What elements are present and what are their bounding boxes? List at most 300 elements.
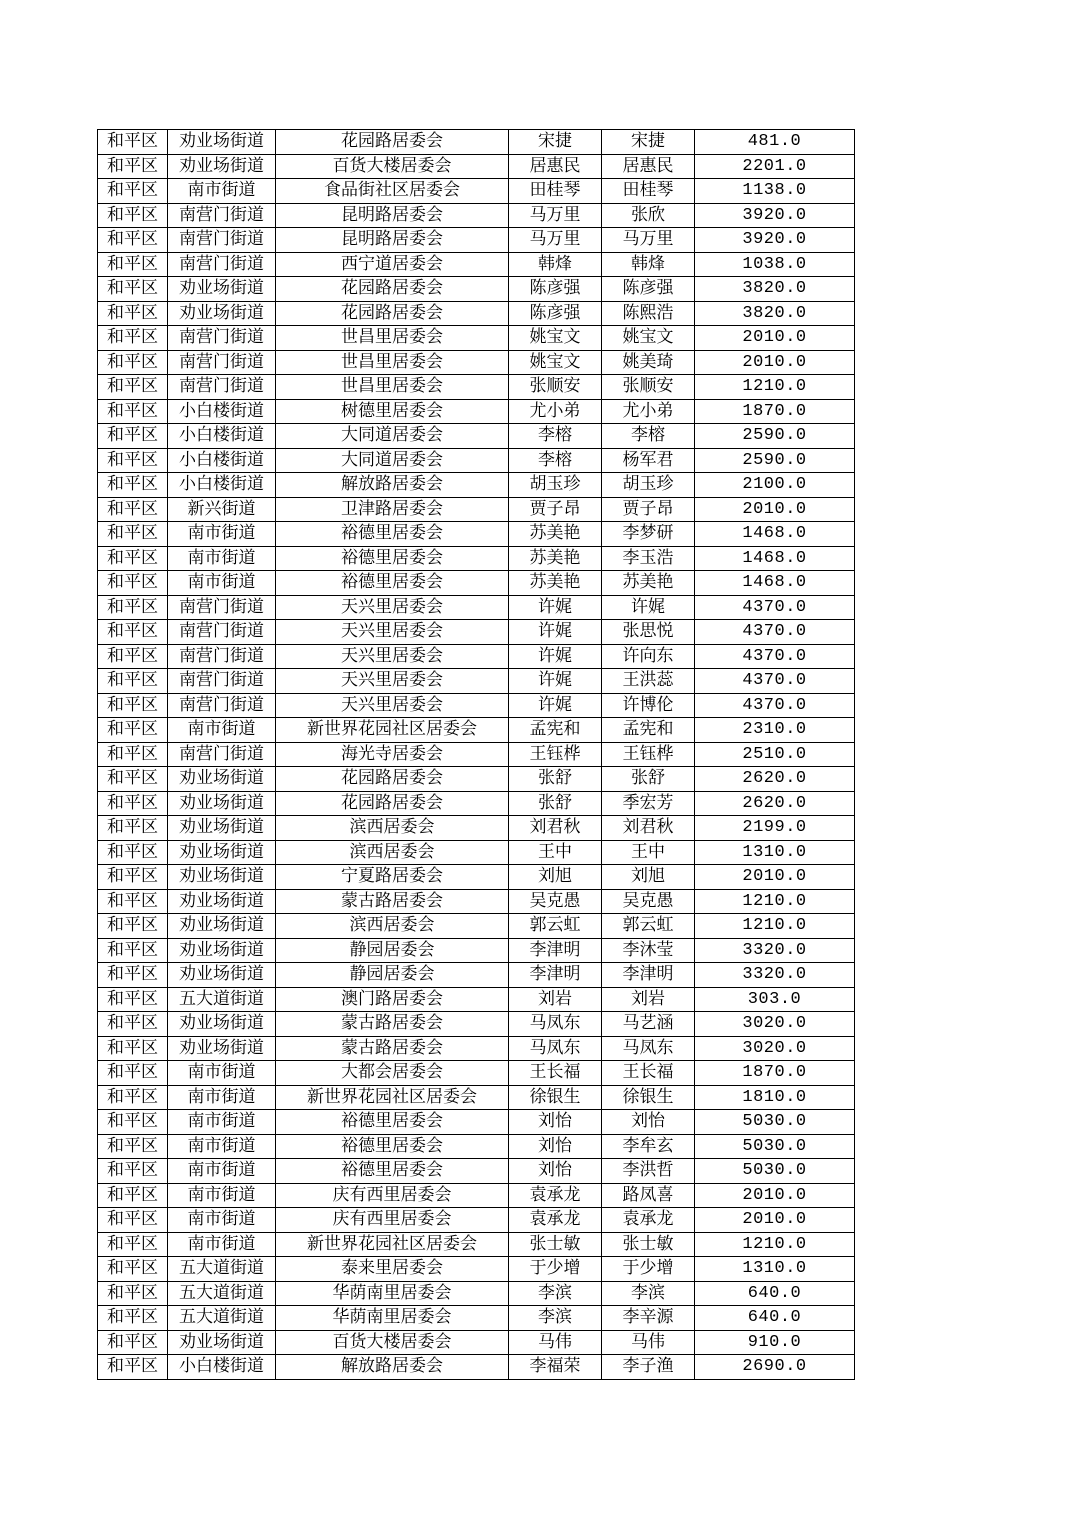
member-cell: 李梦研 (602, 522, 695, 547)
district-cell: 和平区 (98, 179, 168, 204)
applicant-cell: 张士敏 (509, 1232, 602, 1257)
member-cell: 刘旭 (602, 865, 695, 890)
committee-cell: 裕德里居委会 (276, 1134, 509, 1159)
committee-cell: 大同道居委会 (276, 448, 509, 473)
district-cell: 和平区 (98, 1159, 168, 1184)
street-cell: 劝业场街道 (168, 963, 276, 988)
street-cell: 劝业场街道 (168, 865, 276, 890)
applicant-cell: 姚宝文 (509, 350, 602, 375)
street-cell: 南营门街道 (168, 742, 276, 767)
table-row (98, 546, 855, 571)
member-cell: 刘岩 (602, 987, 695, 1012)
committee-cell: 泰来里居委会 (276, 1257, 509, 1282)
applicant-cell: 苏美艳 (509, 522, 602, 547)
member-cell: 马伟 (602, 1330, 695, 1355)
applicant-cell: 袁承龙 (509, 1183, 602, 1208)
committee-cell: 树德里居委会 (276, 399, 509, 424)
table-row (98, 987, 855, 1012)
street-cell: 南市街道 (168, 1110, 276, 1135)
amount-cell: 1810.0 (695, 1085, 855, 1110)
street-cell: 南市街道 (168, 522, 276, 547)
amount-cell: 4370.0 (695, 620, 855, 645)
applicant-cell: 李福荣 (509, 1355, 602, 1380)
committee-cell: 裕德里居委会 (276, 546, 509, 571)
table-row (98, 914, 855, 939)
street-cell: 劝业场街道 (168, 767, 276, 792)
member-cell: 许博伦 (602, 693, 695, 718)
district-cell: 和平区 (98, 522, 168, 547)
applicant-cell: 孟宪和 (509, 718, 602, 743)
committee-cell: 裕德里居委会 (276, 1159, 509, 1184)
member-cell: 姚宝文 (602, 326, 695, 351)
amount-cell: 5030.0 (695, 1134, 855, 1159)
district-cell: 和平区 (98, 203, 168, 228)
member-cell: 许向东 (602, 644, 695, 669)
district-cell: 和平区 (98, 1306, 168, 1331)
member-cell: 尤小弟 (602, 399, 695, 424)
street-cell: 小白楼街道 (168, 448, 276, 473)
amount-cell: 1138.0 (695, 179, 855, 204)
committee-cell: 滨西居委会 (276, 816, 509, 841)
street-cell: 南市街道 (168, 546, 276, 571)
applicant-cell: 姚宝文 (509, 326, 602, 351)
street-cell: 南营门街道 (168, 693, 276, 718)
amount-cell: 1210.0 (695, 375, 855, 400)
amount-cell: 2010.0 (695, 1208, 855, 1233)
applicant-cell: 许娓 (509, 644, 602, 669)
applicant-cell: 许娓 (509, 620, 602, 645)
applicant-cell: 李滨 (509, 1281, 602, 1306)
committee-cell: 新世界花园社区居委会 (276, 1085, 509, 1110)
amount-cell: 4370.0 (695, 644, 855, 669)
committee-cell: 蒙古路居委会 (276, 1036, 509, 1061)
applicant-cell: 刘君秋 (509, 816, 602, 841)
applicant-cell: 刘旭 (509, 865, 602, 890)
street-cell: 劝业场街道 (168, 277, 276, 302)
table-body (98, 130, 855, 1380)
committee-cell: 新世界花园社区居委会 (276, 1232, 509, 1257)
street-cell: 五大道街道 (168, 1306, 276, 1331)
amount-cell: 3920.0 (695, 228, 855, 253)
district-cell: 和平区 (98, 1061, 168, 1086)
committee-cell: 世昌里居委会 (276, 350, 509, 375)
amount-cell: 1210.0 (695, 889, 855, 914)
member-cell: 路凤喜 (602, 1183, 695, 1208)
applicant-cell: 李津明 (509, 963, 602, 988)
member-cell: 马凤东 (602, 1036, 695, 1061)
committee-cell: 百货大楼居委会 (276, 154, 509, 179)
applicant-cell: 苏美艳 (509, 571, 602, 596)
street-cell: 劝业场街道 (168, 791, 276, 816)
district-cell: 和平区 (98, 1036, 168, 1061)
amount-cell: 2010.0 (695, 350, 855, 375)
amount-cell: 481.0 (695, 130, 855, 155)
committee-cell: 世昌里居委会 (276, 375, 509, 400)
district-cell: 和平区 (98, 742, 168, 767)
member-cell: 吴克愚 (602, 889, 695, 914)
table-row (98, 816, 855, 841)
applicant-cell: 王钰桦 (509, 742, 602, 767)
table-row (98, 1257, 855, 1282)
table-row (98, 252, 855, 277)
amount-cell: 910.0 (695, 1330, 855, 1355)
amount-cell: 3920.0 (695, 203, 855, 228)
applicant-cell: 刘怡 (509, 1134, 602, 1159)
district-cell: 和平区 (98, 1110, 168, 1135)
amount-cell: 640.0 (695, 1281, 855, 1306)
amount-cell: 1870.0 (695, 399, 855, 424)
table-row (98, 1036, 855, 1061)
table-row (98, 350, 855, 375)
applicant-cell: 张舒 (509, 791, 602, 816)
member-cell: 马艺涵 (602, 1012, 695, 1037)
district-cell: 和平区 (98, 228, 168, 253)
committee-cell: 花园路居委会 (276, 277, 509, 302)
member-cell: 李沐莹 (602, 938, 695, 963)
street-cell: 南市街道 (168, 1159, 276, 1184)
table-row (98, 130, 855, 155)
district-cell: 和平区 (98, 1355, 168, 1380)
district-cell: 和平区 (98, 1134, 168, 1159)
member-cell: 王钰桦 (602, 742, 695, 767)
table-row (98, 424, 855, 449)
committee-cell: 滨西居委会 (276, 914, 509, 939)
member-cell: 刘怡 (602, 1110, 695, 1135)
committee-cell: 世昌里居委会 (276, 326, 509, 351)
member-cell: 宋捷 (602, 130, 695, 155)
amount-cell: 2201.0 (695, 154, 855, 179)
table-row (98, 1061, 855, 1086)
amount-cell: 3020.0 (695, 1036, 855, 1061)
applicant-cell: 胡玉珍 (509, 473, 602, 498)
street-cell: 南营门街道 (168, 375, 276, 400)
member-cell: 姚美琦 (602, 350, 695, 375)
committee-cell: 宁夏路居委会 (276, 865, 509, 890)
member-cell: 陈熙浩 (602, 301, 695, 326)
street-cell: 劝业场街道 (168, 301, 276, 326)
street-cell: 劝业场街道 (168, 889, 276, 914)
district-cell: 和平区 (98, 448, 168, 473)
district-cell: 和平区 (98, 252, 168, 277)
member-cell: 于少增 (602, 1257, 695, 1282)
table-row (98, 473, 855, 498)
member-cell: 王洪蕊 (602, 669, 695, 694)
amount-cell: 2010.0 (695, 497, 855, 522)
table-row (98, 718, 855, 743)
street-cell: 南市街道 (168, 179, 276, 204)
amount-cell: 2199.0 (695, 816, 855, 841)
street-cell: 劝业场街道 (168, 914, 276, 939)
table-row (98, 154, 855, 179)
table-row (98, 1281, 855, 1306)
committee-cell: 新世界花园社区居委会 (276, 718, 509, 743)
district-cell: 和平区 (98, 1208, 168, 1233)
applicant-cell: 王中 (509, 840, 602, 865)
amount-cell: 2010.0 (695, 326, 855, 351)
table-row (98, 1306, 855, 1331)
committee-cell: 天兴里居委会 (276, 595, 509, 620)
applicant-cell: 刘岩 (509, 987, 602, 1012)
district-cell: 和平区 (98, 865, 168, 890)
member-cell: 田桂琴 (602, 179, 695, 204)
member-cell: 张顺安 (602, 375, 695, 400)
table-row (98, 767, 855, 792)
applicant-cell: 李津明 (509, 938, 602, 963)
table-row (98, 1012, 855, 1037)
amount-cell: 2590.0 (695, 448, 855, 473)
district-cell: 和平区 (98, 375, 168, 400)
district-cell: 和平区 (98, 1232, 168, 1257)
amount-cell: 5030.0 (695, 1159, 855, 1184)
amount-cell: 2010.0 (695, 865, 855, 890)
table-row (98, 1208, 855, 1233)
table-row (98, 228, 855, 253)
street-cell: 南营门街道 (168, 252, 276, 277)
member-cell: 李牟玄 (602, 1134, 695, 1159)
street-cell: 南营门街道 (168, 669, 276, 694)
district-cell: 和平区 (98, 938, 168, 963)
member-cell: 张思悦 (602, 620, 695, 645)
amount-cell: 2690.0 (695, 1355, 855, 1380)
committee-cell: 天兴里居委会 (276, 669, 509, 694)
district-cell: 和平区 (98, 889, 168, 914)
table-row (98, 865, 855, 890)
member-cell: 张士敏 (602, 1232, 695, 1257)
district-cell: 和平区 (98, 301, 168, 326)
table-row (98, 179, 855, 204)
member-cell: 杨军君 (602, 448, 695, 473)
member-cell: 李滨 (602, 1281, 695, 1306)
table-row (98, 595, 855, 620)
member-cell: 郭云虹 (602, 914, 695, 939)
applicant-cell: 马万里 (509, 228, 602, 253)
committee-cell: 天兴里居委会 (276, 620, 509, 645)
amount-cell: 2510.0 (695, 742, 855, 767)
member-cell: 李辛源 (602, 1306, 695, 1331)
applicant-cell: 韩烽 (509, 252, 602, 277)
committee-cell: 澳门路居委会 (276, 987, 509, 1012)
street-cell: 劝业场街道 (168, 154, 276, 179)
district-cell: 和平区 (98, 546, 168, 571)
member-cell: 李津明 (602, 963, 695, 988)
member-cell: 张舒 (602, 767, 695, 792)
street-cell: 南营门街道 (168, 203, 276, 228)
committee-cell: 裕德里居委会 (276, 522, 509, 547)
amount-cell: 4370.0 (695, 595, 855, 620)
committee-cell: 解放路居委会 (276, 473, 509, 498)
district-cell: 和平区 (98, 620, 168, 645)
committee-cell: 花园路居委会 (276, 130, 509, 155)
street-cell: 南营门街道 (168, 228, 276, 253)
member-cell: 刘君秋 (602, 816, 695, 841)
applicant-cell: 刘怡 (509, 1159, 602, 1184)
street-cell: 五大道街道 (168, 1257, 276, 1282)
committee-cell: 花园路居委会 (276, 301, 509, 326)
amount-cell: 1468.0 (695, 546, 855, 571)
committee-cell: 大都会居委会 (276, 1061, 509, 1086)
amount-cell: 640.0 (695, 1306, 855, 1331)
committee-cell: 食品街社区居委会 (276, 179, 509, 204)
amount-cell: 2620.0 (695, 767, 855, 792)
district-cell: 和平区 (98, 277, 168, 302)
table-row (98, 448, 855, 473)
amount-cell: 3320.0 (695, 938, 855, 963)
table-row (98, 840, 855, 865)
applicant-cell: 贾子昂 (509, 497, 602, 522)
applicant-cell: 马凤东 (509, 1012, 602, 1037)
table-row (98, 644, 855, 669)
district-cell: 和平区 (98, 350, 168, 375)
amount-cell: 3820.0 (695, 301, 855, 326)
applicant-cell: 袁承龙 (509, 1208, 602, 1233)
district-cell: 和平区 (98, 326, 168, 351)
district-cell: 和平区 (98, 644, 168, 669)
applicant-cell: 马万里 (509, 203, 602, 228)
table-row (98, 1232, 855, 1257)
table-row (98, 203, 855, 228)
committee-cell: 滨西居委会 (276, 840, 509, 865)
applicant-cell: 张舒 (509, 767, 602, 792)
committee-cell: 花园路居委会 (276, 767, 509, 792)
member-cell: 许娓 (602, 595, 695, 620)
table-row (98, 620, 855, 645)
street-cell: 南市街道 (168, 1061, 276, 1086)
street-cell: 南市街道 (168, 571, 276, 596)
member-cell: 季宏芳 (602, 791, 695, 816)
amount-cell: 5030.0 (695, 1110, 855, 1135)
street-cell: 南营门街道 (168, 595, 276, 620)
table-row (98, 791, 855, 816)
table-row (98, 889, 855, 914)
table-row (98, 301, 855, 326)
table-row (98, 326, 855, 351)
applicant-cell: 居惠民 (509, 154, 602, 179)
applicant-cell: 徐银生 (509, 1085, 602, 1110)
table-row (98, 1085, 855, 1110)
amount-cell: 1310.0 (695, 840, 855, 865)
table-row (98, 963, 855, 988)
street-cell: 南市街道 (168, 718, 276, 743)
table-row (98, 571, 855, 596)
applicant-cell: 张顺安 (509, 375, 602, 400)
street-cell: 劝业场街道 (168, 840, 276, 865)
amount-cell: 2620.0 (695, 791, 855, 816)
member-cell: 陈彦强 (602, 277, 695, 302)
street-cell: 小白楼街道 (168, 424, 276, 449)
district-cell: 和平区 (98, 718, 168, 743)
committee-cell: 卫津路居委会 (276, 497, 509, 522)
committee-cell: 大同道居委会 (276, 424, 509, 449)
district-cell: 和平区 (98, 571, 168, 596)
district-cell: 和平区 (98, 154, 168, 179)
applicant-cell: 宋捷 (509, 130, 602, 155)
table-row (98, 1159, 855, 1184)
street-cell: 劝业场街道 (168, 1012, 276, 1037)
amount-cell: 3820.0 (695, 277, 855, 302)
applicant-cell: 王长福 (509, 1061, 602, 1086)
amount-cell: 1210.0 (695, 1232, 855, 1257)
street-cell: 劝业场街道 (168, 1036, 276, 1061)
street-cell: 南市街道 (168, 1183, 276, 1208)
table-row (98, 1330, 855, 1355)
committee-cell: 解放路居委会 (276, 1355, 509, 1380)
district-cell: 和平区 (98, 767, 168, 792)
street-cell: 南营门街道 (168, 326, 276, 351)
committee-cell: 庆有西里居委会 (276, 1208, 509, 1233)
table-row (98, 1110, 855, 1135)
street-cell: 小白楼街道 (168, 473, 276, 498)
member-cell: 李玉浩 (602, 546, 695, 571)
table-row (98, 1355, 855, 1380)
amount-cell: 1870.0 (695, 1061, 855, 1086)
district-cell: 和平区 (98, 473, 168, 498)
applicant-cell: 于少增 (509, 1257, 602, 1282)
table-row (98, 522, 855, 547)
applicant-cell: 陈彦强 (509, 277, 602, 302)
table-row (98, 277, 855, 302)
committee-cell: 蒙古路居委会 (276, 889, 509, 914)
street-cell: 南营门街道 (168, 620, 276, 645)
district-cell: 和平区 (98, 424, 168, 449)
street-cell: 五大道街道 (168, 1281, 276, 1306)
applicant-cell: 许娓 (509, 669, 602, 694)
amount-cell: 4370.0 (695, 693, 855, 718)
member-cell: 李洪哲 (602, 1159, 695, 1184)
table-row (98, 1134, 855, 1159)
street-cell: 新兴街道 (168, 497, 276, 522)
applicant-cell: 李榕 (509, 448, 602, 473)
street-cell: 劝业场街道 (168, 130, 276, 155)
applicant-cell: 田桂琴 (509, 179, 602, 204)
committee-cell: 裕德里居委会 (276, 1110, 509, 1135)
district-cell: 和平区 (98, 816, 168, 841)
street-cell: 小白楼街道 (168, 1355, 276, 1380)
applicant-cell: 郭云虹 (509, 914, 602, 939)
district-cell: 和平区 (98, 1330, 168, 1355)
member-cell: 韩烽 (602, 252, 695, 277)
amount-cell: 2100.0 (695, 473, 855, 498)
district-cell: 和平区 (98, 1281, 168, 1306)
street-cell: 南市街道 (168, 1085, 276, 1110)
committee-cell: 庆有西里居委会 (276, 1183, 509, 1208)
applicant-cell: 吴克愚 (509, 889, 602, 914)
amount-cell: 2590.0 (695, 424, 855, 449)
table-row (98, 693, 855, 718)
applicant-cell: 苏美艳 (509, 546, 602, 571)
district-cell: 和平区 (98, 840, 168, 865)
district-cell: 和平区 (98, 1257, 168, 1282)
street-cell: 南营门街道 (168, 350, 276, 375)
street-cell: 南营门街道 (168, 644, 276, 669)
applicant-cell: 刘怡 (509, 1110, 602, 1135)
committee-cell: 蒙古路居委会 (276, 1012, 509, 1037)
street-cell: 劝业场街道 (168, 1330, 276, 1355)
committee-cell: 海光寺居委会 (276, 742, 509, 767)
table-row (98, 669, 855, 694)
amount-cell: 2010.0 (695, 1183, 855, 1208)
member-cell: 袁承龙 (602, 1208, 695, 1233)
committee-cell: 华荫南里居委会 (276, 1306, 509, 1331)
committee-cell: 西宁道居委会 (276, 252, 509, 277)
committee-cell: 花园路居委会 (276, 791, 509, 816)
street-cell: 南市街道 (168, 1232, 276, 1257)
street-cell: 劝业场街道 (168, 938, 276, 963)
data-table (97, 129, 855, 1380)
street-cell: 劝业场街道 (168, 816, 276, 841)
amount-cell: 1468.0 (695, 571, 855, 596)
table-row (98, 497, 855, 522)
district-cell: 和平区 (98, 1012, 168, 1037)
